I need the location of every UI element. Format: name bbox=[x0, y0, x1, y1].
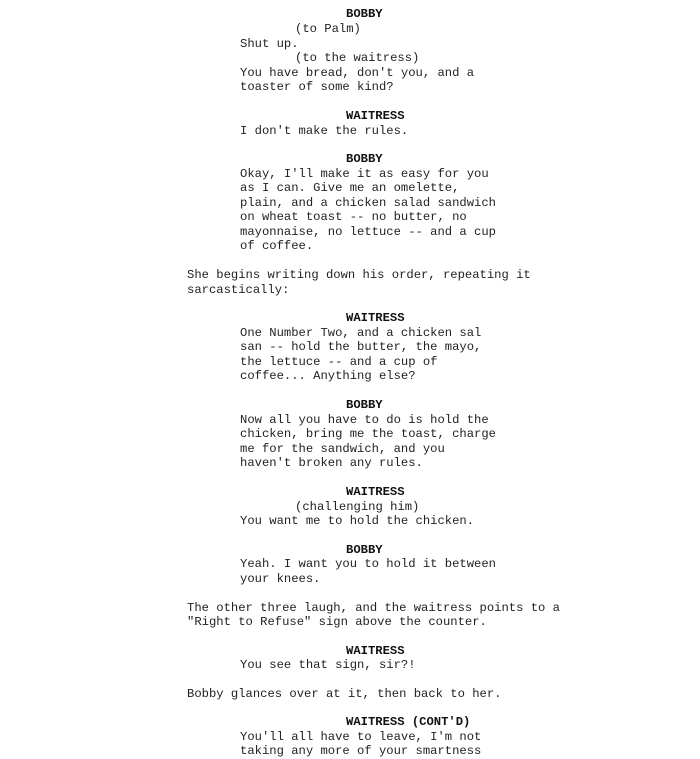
action-line: sarcastically: bbox=[187, 283, 290, 297]
character-name: BOBBY bbox=[346, 152, 383, 166]
dialogue-line: your knees. bbox=[240, 572, 321, 586]
dialogue-line: coffee... Anything else? bbox=[240, 369, 416, 383]
dialogue-line: haven't broken any rules. bbox=[240, 456, 423, 470]
character-name: BOBBY bbox=[346, 7, 383, 21]
dialogue-line: san -- hold the butter, the mayo, bbox=[240, 340, 482, 354]
character-name: WAITRESS bbox=[346, 109, 405, 123]
parenthetical: (to the waitress) bbox=[295, 51, 420, 65]
character-name: WAITRESS bbox=[346, 644, 405, 658]
action-line: "Right to Refuse" sign above the counter. bbox=[187, 615, 487, 629]
character-name: BOBBY bbox=[346, 398, 383, 412]
dialogue-line: Okay, I'll make it as easy for you bbox=[240, 167, 489, 181]
action-line: Bobby glances over at it, then back to her. bbox=[187, 687, 502, 701]
character-name: WAITRESS (CONT'D) bbox=[346, 715, 471, 729]
dialogue-line: of coffee. bbox=[240, 239, 314, 253]
dialogue-line: One Number Two, and a chicken sal bbox=[240, 326, 482, 340]
parenthetical: (challenging him) bbox=[295, 500, 420, 514]
dialogue-line: plain, and a chicken salad sandwich bbox=[240, 196, 496, 210]
dialogue-line: the lettuce -- and a cup of bbox=[240, 355, 438, 369]
dialogue-line: You'll all have to leave, I'm not bbox=[240, 730, 482, 744]
action-line: She begins writing down his order, repeating it bbox=[187, 268, 531, 282]
dialogue-line: Yeah. I want you to hold it between bbox=[240, 557, 496, 571]
dialogue-line: You have bread, don't you, and a bbox=[240, 66, 475, 80]
dialogue-line: on wheat toast -- no butter, no bbox=[240, 210, 467, 224]
dialogue-line: I don't make the rules. bbox=[240, 124, 409, 138]
dialogue-line: taking any more of your smartness bbox=[240, 744, 482, 758]
dialogue-line: chicken, bring me the toast, charge bbox=[240, 427, 496, 441]
dialogue-line: Now all you have to do is hold the bbox=[240, 413, 489, 427]
character-name: BOBBY bbox=[346, 543, 383, 557]
character-name: WAITRESS bbox=[346, 485, 405, 499]
parenthetical: (to Palm) bbox=[295, 22, 361, 36]
character-name: WAITRESS bbox=[346, 311, 405, 325]
dialogue-line: You want me to hold the chicken. bbox=[240, 514, 475, 528]
dialogue-line: Shut up. bbox=[240, 37, 299, 51]
dialogue-line: mayonnaise, no lettuce -- and a cup bbox=[240, 225, 496, 239]
action-line: The other three laugh, and the waitress points to a bbox=[187, 601, 560, 615]
dialogue-line: You see that sign, sir?! bbox=[240, 658, 416, 672]
dialogue-line: as I can. Give me an omelette, bbox=[240, 181, 460, 195]
dialogue-line: me for the sandwich, and you bbox=[240, 442, 445, 456]
dialogue-line: toaster of some kind? bbox=[240, 80, 394, 94]
